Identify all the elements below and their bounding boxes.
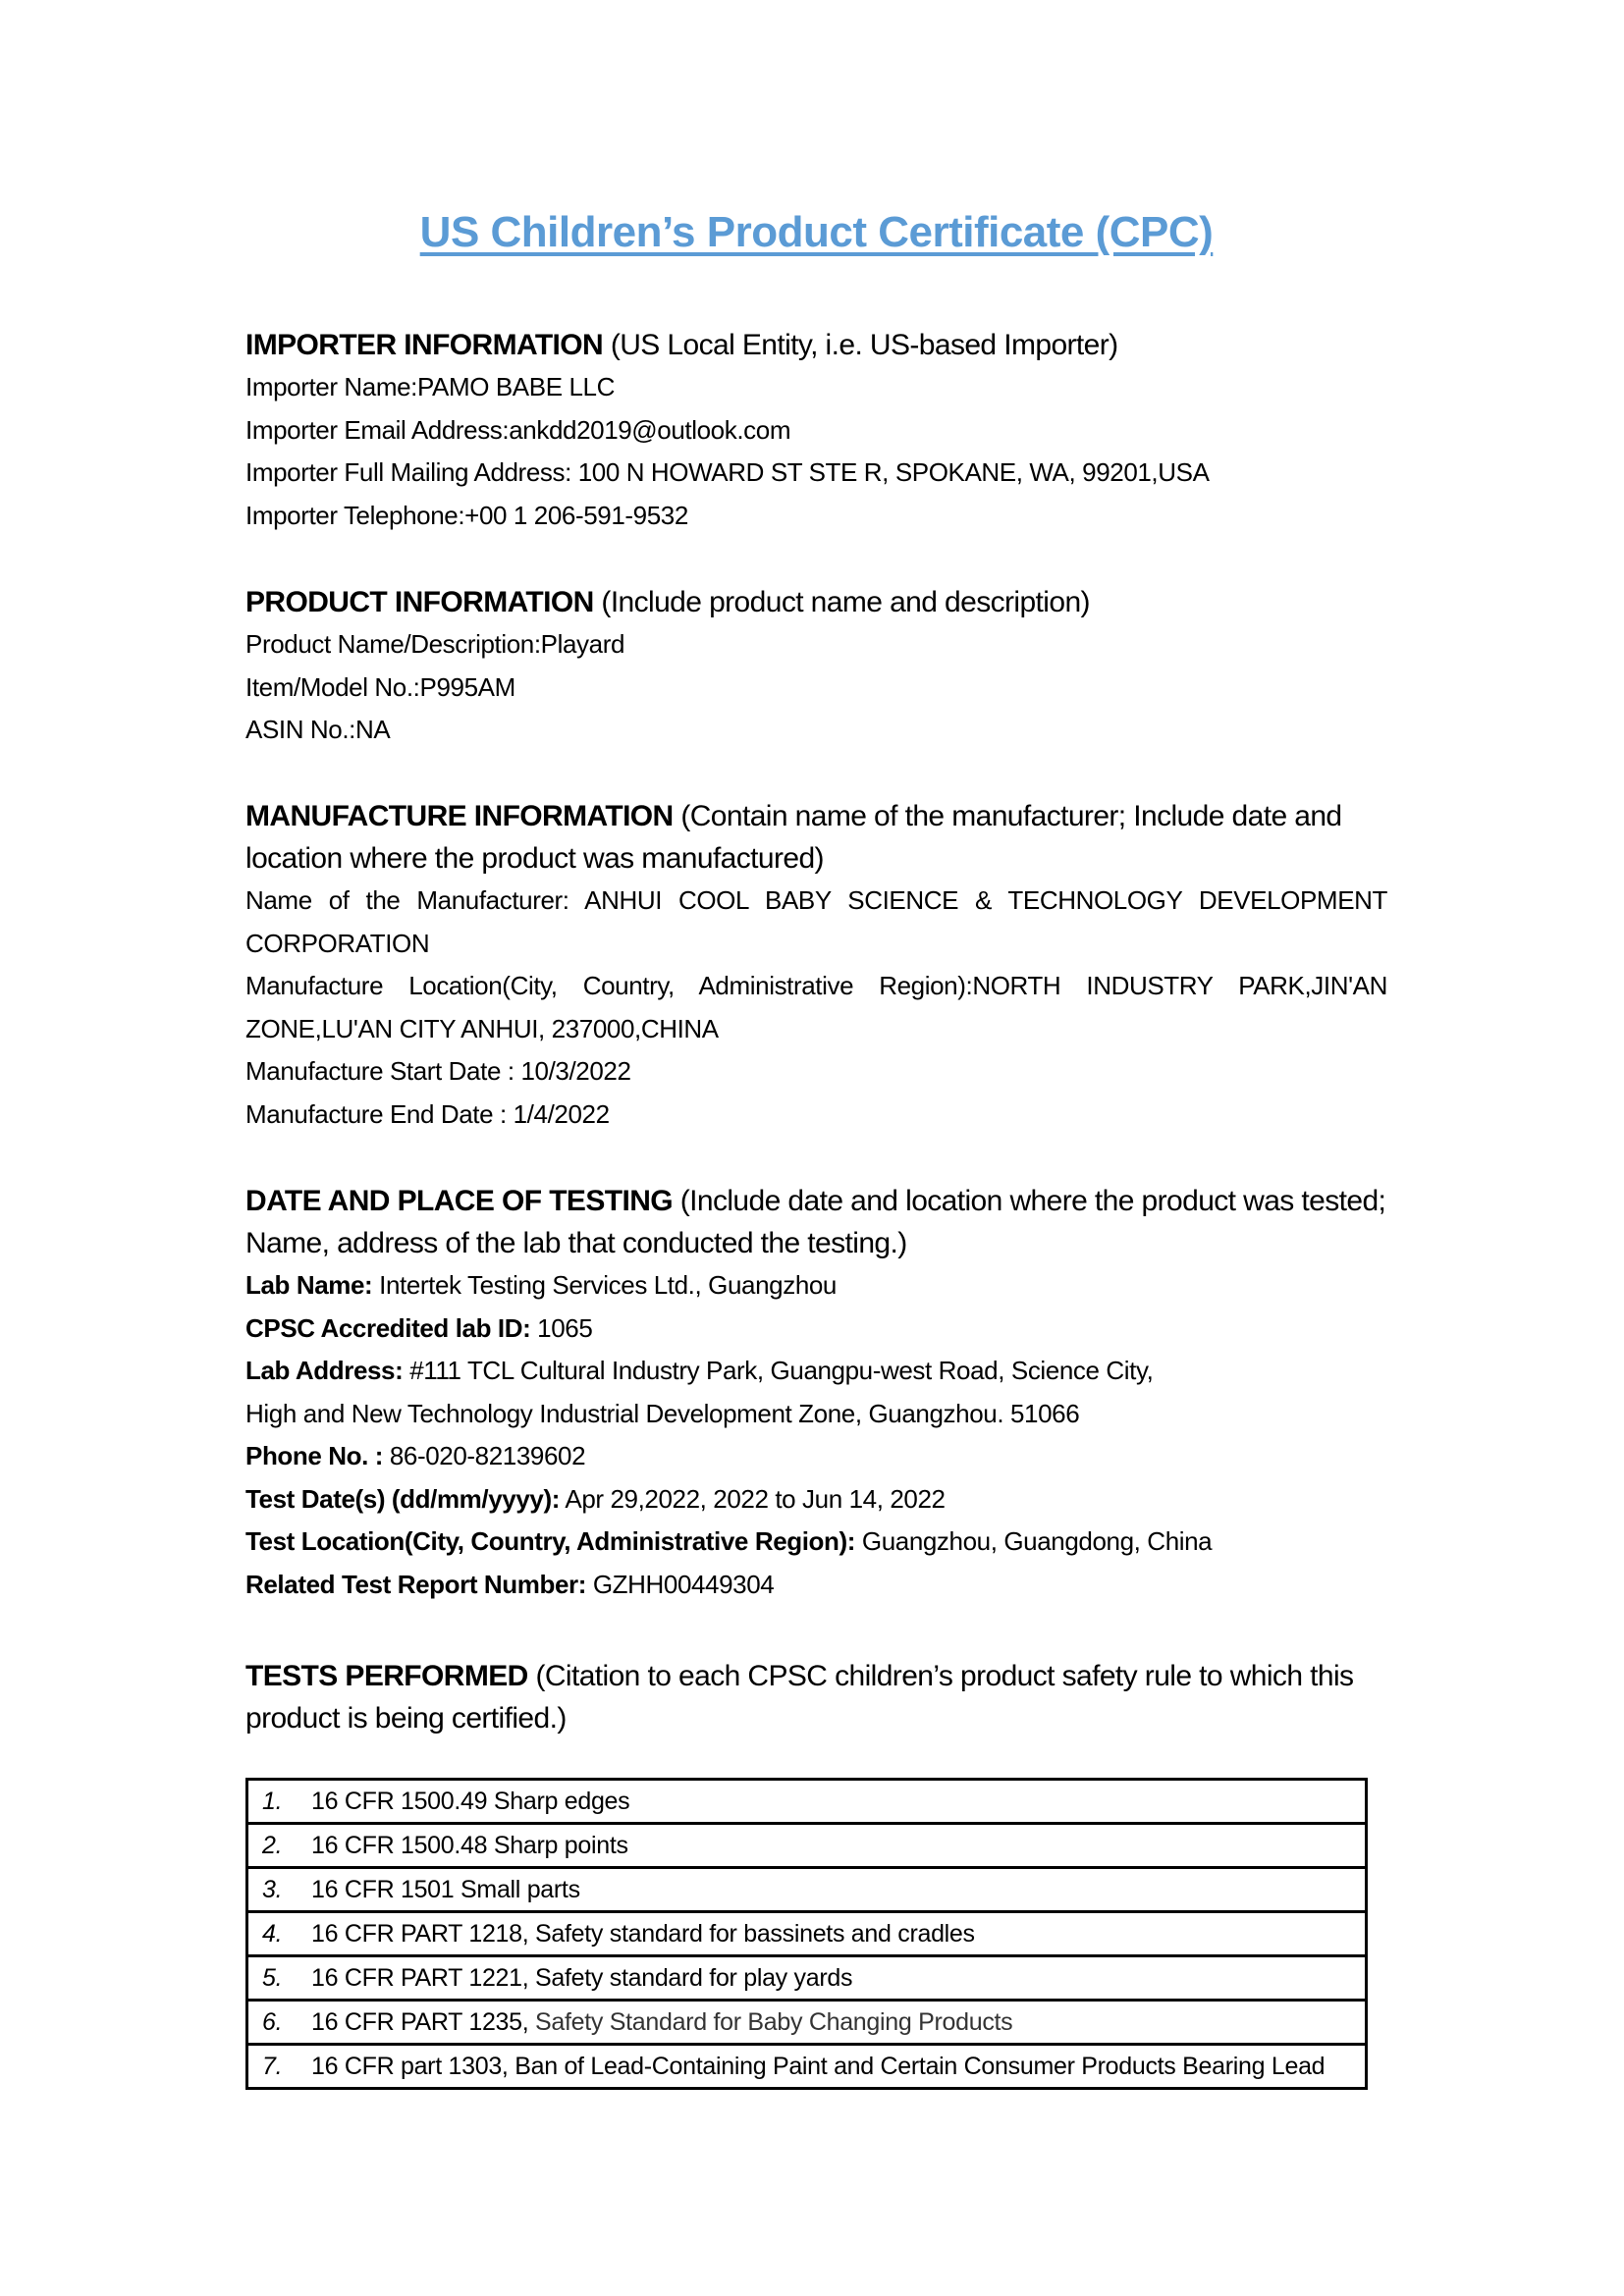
lab-id: CPSC Accredited lab ID: 1065 bbox=[245, 1312, 593, 1343]
item-citation: 16 CFR part 1303, Ban of Lead-Containing Paint and Certain Consumer Products Bearing Lead bbox=[311, 2052, 1326, 2080]
item-citation: 16 CFR 1500.48 Sharp points bbox=[311, 1831, 628, 1859]
importer-telephone: Importer Telephone:+00 1 206-591-9532 bbox=[245, 500, 688, 530]
manufacture-location-line2: ZONE,LU'AN CITY ANHUI, 237000,CHINA bbox=[245, 1013, 719, 1043]
product-model: Item/Model No.:P995AM bbox=[245, 671, 515, 702]
tests-performed-heading-cont: product is being certified.) bbox=[245, 1702, 567, 1735]
tests-performed-section bbox=[245, 1655, 1387, 1739]
manufacture-section bbox=[245, 795, 1387, 1136]
lab-name: Lab Name: Intertek Testing Services Ltd., Guangzhou bbox=[245, 1270, 837, 1300]
item-number: 3. bbox=[262, 1875, 283, 1903]
manufacture-end-date: Manufacture End Date : 1/4/2022 bbox=[245, 1098, 610, 1129]
item-citation: 16 CFR PART 1218, Safety standard for bassinets and cradles bbox=[311, 1919, 975, 1948]
item-description: Safety Standard for Baby Changing Products bbox=[528, 2007, 1013, 2036]
table-row bbox=[247, 1868, 1367, 1912]
item-number: 1. bbox=[262, 1787, 283, 1815]
product-section bbox=[245, 581, 1387, 752]
lab-address: Lab Address: #111 TCL Cultural Industry Park, Guangpu-west Road, Science City, bbox=[245, 1356, 1154, 1385]
product-heading: PRODUCT INFORMATION (Include product name and description) bbox=[245, 586, 1090, 618]
tests-performed-table bbox=[245, 1778, 1368, 2090]
lab-phone: Phone No. : 86-020-82139602 bbox=[245, 1441, 586, 1470]
item-number: 2. bbox=[262, 1831, 283, 1859]
manufacturer-name-line1: Name of the Manufacturer: ANHUI COOL BABY SCIENCE & TECHNOLOGY DEVELOPMENT bbox=[245, 885, 1387, 915]
testing-heading-cont: Name, address of the lab that conducted the testing.) bbox=[245, 1227, 907, 1259]
manufacture-start-date: Manufacture Start Date : 10/3/2022 bbox=[245, 1056, 631, 1086]
importer-email: Importer Email Address:ankdd2019@outlook.com bbox=[245, 414, 791, 445]
importer-address: Importer Full Mailing Address: 100 N HOWARD ST STE R, SPOKANE, WA, 99201,USA bbox=[245, 457, 1210, 487]
importer-name: Importer Name:PAMO BABE LLC bbox=[245, 372, 615, 401]
item-number: 6. bbox=[262, 2007, 283, 2036]
table-row bbox=[247, 1780, 1367, 1824]
item-citation: 16 CFR 1501 Small parts bbox=[311, 1875, 580, 1903]
item-number: 4. bbox=[262, 1919, 283, 1948]
test-report-number: Related Test Report Number: GZHH00449304 bbox=[245, 1569, 775, 1599]
importer-heading: IMPORTER INFORMATION (US Local Entity, i.e. US-based Importer) bbox=[245, 329, 1118, 361]
importer-section bbox=[245, 324, 1387, 537]
product-asin: ASIN No.:NA bbox=[245, 715, 391, 744]
testing-heading: DATE AND PLACE OF TESTING (Include date and location where the product was tested; bbox=[245, 1185, 1386, 1217]
table-row bbox=[247, 1912, 1367, 1956]
table-row bbox=[247, 1824, 1367, 1868]
page-title: US Children’s Product Certificate (CPC) bbox=[419, 208, 1214, 256]
item-number: 5. bbox=[262, 1963, 283, 1992]
table-row bbox=[247, 2001, 1367, 2045]
manufacturer-name-line2: CORPORATION bbox=[245, 928, 430, 958]
manufacture-heading-cont: location where the product was manufactured) bbox=[245, 842, 824, 875]
testing-section bbox=[245, 1180, 1387, 1606]
lab-address-cont: High and New Technology Industrial Development Zone, Guangzhou. 51066 bbox=[245, 1398, 1080, 1428]
tests-performed-heading: TESTS PERFORMED (Citation to each CPSC children’s product safety rule to which this bbox=[245, 1660, 1354, 1692]
test-dates: Test Date(s) (dd/mm/yyyy): Apr 29,2022, 2022 to Jun 14, 2022 bbox=[245, 1483, 946, 1514]
table-row bbox=[247, 1956, 1367, 2001]
table-row bbox=[247, 2045, 1367, 2089]
item-citation: 16 CFR PART 1235, bbox=[311, 2007, 529, 2036]
manufacture-heading: MANUFACTURE INFORMATION (Contain name of the manufacturer; Include date and bbox=[245, 800, 1342, 832]
item-citation: 16 CFR 1500.49 Sharp edges bbox=[311, 1787, 630, 1815]
test-location: Test Location(City, Country, Administrative Region): Guangzhou, Guangdong, China bbox=[245, 1526, 1213, 1556]
item-number: 7. bbox=[262, 2052, 283, 2080]
item-citation: 16 CFR PART 1221, Safety standard for play yards bbox=[311, 1963, 853, 1992]
manufacture-location-line1: Manufacture Location(City, Country, Administrative Region):NORTH INDUSTRY PARK,JIN'AN bbox=[245, 971, 1387, 1000]
product-name: Product Name/Description:Playard bbox=[245, 629, 625, 659]
